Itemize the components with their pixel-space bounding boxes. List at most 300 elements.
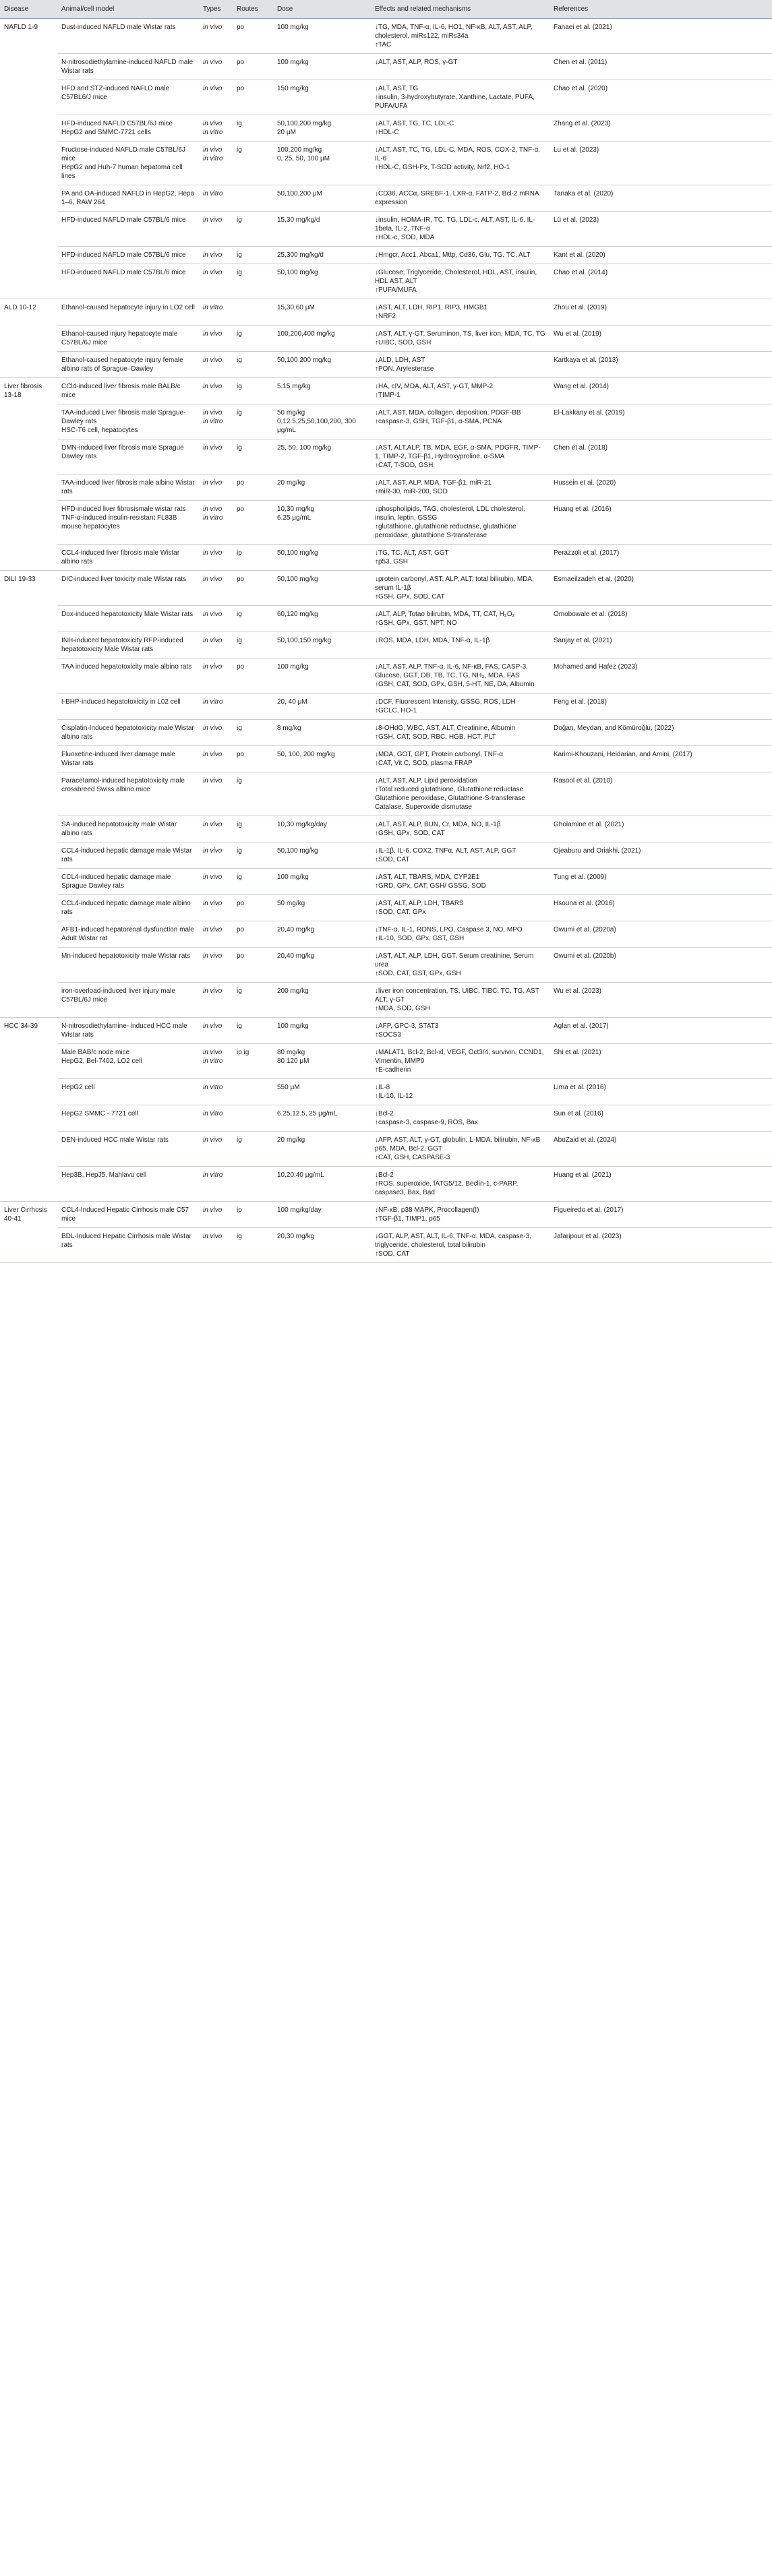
model-cell: Ethanol-caused hepatocyte injury in LO2 cell — [57, 299, 199, 326]
references-cell: Omobowale et al. (2018) — [550, 606, 772, 632]
model-cell: HFD-induced liver fibrosismale wistar rats TNF-α-induced insulin-resistant FL83B mouse hepatocytes — [57, 501, 199, 545]
effects-cell: ↓ALT, AST, TC, TG, LDL-C, MDA, ROS, COX-2, TNF-α, IL-6 ↑HDL-C, GSH-Px, T-SOD activity, Nrf2, HO-1 — [371, 142, 550, 185]
table-row — [0, 545, 772, 571]
effects-cell: ↓ROS, MDA, LDH, MDA, TNF-α, IL-1β — [371, 632, 550, 658]
effects-cell: ↓phospholipids, TAG, cholesterol, LDL cholesterol, insulin, leptin, GSSG ↑glutathione, glutathione reductase, glutathione peroxidase, glutathione S-transferase — [371, 501, 550, 545]
model-cell: Fructose-induced NAFLD male C57BL/6J mice HepG2 and Huh-7 human hepatoma cell lines — [57, 142, 199, 185]
references-cell: Tung et al. (2009) — [550, 869, 772, 895]
routes-cell: ig — [233, 842, 273, 869]
effects-cell: ↓AST, ALT, ALP, LDH, GGT, Serum creatinine, Serum urea ↑SOD, CAT, GST, GPx, GSH — [371, 948, 550, 983]
effects-cell: ↓AST, ALT, LDH, RIP1, RIP3, HMGB1 ↑NRF2 — [371, 299, 550, 326]
table-row — [0, 299, 772, 326]
types-cell: in vivo — [199, 474, 233, 501]
effects-cell: ↓ALT, AST, TG ↑insulin, 3-hydroxybutyrate, Xanthine, Lactate, PUFA, PUFA/UFA — [371, 80, 550, 115]
header-disease: Disease — [0, 0, 57, 19]
table-body — [0, 19, 772, 1263]
table-row — [0, 142, 772, 185]
dose-cell: 20 mg/kg — [273, 474, 371, 501]
routes-cell: po — [233, 501, 273, 545]
types-cell: in vivo — [199, 983, 233, 1018]
routes-cell: po — [233, 54, 273, 80]
model-cell: HepG2 cell — [57, 1079, 199, 1105]
model-cell: HFD-induced NAFLD male C57BL/6 mice — [57, 212, 199, 247]
dose-cell: 50 mg/kg 0,12.5,25,50,100,200, 300 μg/mL — [273, 404, 371, 439]
dose-cell: 8 mg/kg — [273, 720, 371, 746]
table-row — [0, 921, 772, 948]
dose-cell: 10,30 mg/kg/day — [273, 816, 371, 842]
routes-cell: ig — [233, 212, 273, 247]
dose-cell: 50 mg/kg — [273, 895, 371, 921]
model-cell: N-nitrosodiethylamine-induced NAFLD male Wistar rats — [57, 54, 199, 80]
model-cell: SA-induced hepatotoxicity male Wistar albino rats — [57, 816, 199, 842]
routes-cell: ig — [233, 264, 273, 299]
references-cell: Shi et al. (2021) — [550, 1044, 772, 1079]
effects-cell: ↓AST, ALT, TBARS, MDA, CYP2E1 ↑GRD, GPx, CAT, GSH/ GSSG, SOD — [371, 869, 550, 895]
effects-cell: ↓MALAT1, Bcl-2, Bcl-xl, VEGF, Oct3/4, survivin, CCND1, Vimentin, MMP9 ↑E-cadherin — [371, 1044, 550, 1079]
effects-cell: ↓Bcl-2 ↑ROS, superoxide, fATG5/12, Beclin-1, c-PARP, caspase3, Bax, Bad — [371, 1167, 550, 1202]
types-cell: in vivo — [199, 326, 233, 352]
references-cell: Mohamed and Hafez (2023) — [550, 658, 772, 694]
routes-cell: ig — [233, 404, 273, 439]
model-cell: Dust-induced NAFLD male Wistar rats — [57, 19, 199, 54]
dose-cell: 10,20,40 μg/mL — [273, 1167, 371, 1202]
table-row — [0, 54, 772, 80]
references-cell: Owumi et al. (2020b) — [550, 948, 772, 983]
table-row — [0, 895, 772, 921]
references-cell: Karimi-Khouzani, Heidarian, and Amini, (2017) — [550, 746, 772, 772]
effects-cell: ↓Hmgcr, Acc1, Abca1, Mttp, Cd36, Glu, TG, TC, ALT — [371, 247, 550, 264]
types-cell: in vivo — [199, 247, 233, 264]
dose-cell: 50, 100, 200 mg/kg — [273, 746, 371, 772]
effects-cell: ↓NF-κB, p38 MAPK, Procollagen(I) ↑TGF-β1, TIMP1, p65 — [371, 1202, 550, 1228]
table-row — [0, 658, 772, 694]
dose-cell: 25,300 mg/kg/d — [273, 247, 371, 264]
references-cell: Huang et al. (2021) — [550, 1167, 772, 1202]
model-cell: HFD-induced NAFLD C57BL/6J mice HepG2 and SMMC-7721 cells — [57, 115, 199, 142]
table-row — [0, 326, 772, 352]
routes-cell: po — [233, 571, 273, 606]
dose-cell: 60,120 mg/kg — [273, 606, 371, 632]
dose-cell: 5.15 mg/kg — [273, 378, 371, 404]
types-cell: in vivo — [199, 1228, 233, 1263]
header-animal-cell-model: Animal/cell model — [57, 0, 199, 19]
model-cell: CCL4-induced hepatic damage male albino rats — [57, 895, 199, 921]
routes-cell: po — [233, 895, 273, 921]
dose-cell: 20,40 mg/kg — [273, 948, 371, 983]
types-cell: in vivo — [199, 658, 233, 694]
references-cell: Kant et al. (2020) — [550, 247, 772, 264]
routes-cell: ig — [233, 606, 273, 632]
types-cell: in vivo — [199, 869, 233, 895]
table-row — [0, 746, 772, 772]
model-cell: CCL4-Induced Hepatic Cirrhosis male C57 mice — [57, 1202, 199, 1228]
table-row — [0, 772, 772, 816]
types-cell: in vivo — [199, 606, 233, 632]
table-row — [0, 816, 772, 842]
table-row — [0, 1079, 772, 1105]
effects-cell: ↓Bcl-2 ↑caspase-3, caspase-9, ROS, Bax — [371, 1105, 550, 1132]
dose-cell: 550 μM — [273, 1079, 371, 1105]
routes-cell: po — [233, 80, 273, 115]
model-cell: t-BHP-induced hepatotoxicity in L02 cell — [57, 694, 199, 720]
references-cell: Ojeaburu and Oriakhi, (2021) — [550, 842, 772, 869]
dose-cell: 20,30 mg/kg — [273, 1228, 371, 1263]
table-row — [0, 1167, 772, 1202]
references-cell: Chao et al. (2020) — [550, 80, 772, 115]
dose-cell: 20,40 mg/kg — [273, 921, 371, 948]
effects-cell: ↓IL-1β, IL-6, COX2, TNFα, ALT, AST, ALP, GGT ↑SOD, CAT — [371, 842, 550, 869]
table-row — [0, 869, 772, 895]
types-cell: in vivo — [199, 772, 233, 816]
model-cell: Male BAB/c node mice HepG2, Bel-7402, LO2 cell — [57, 1044, 199, 1079]
dose-cell: 80 mg/kg 80 120 μM — [273, 1044, 371, 1079]
routes-cell — [233, 299, 273, 326]
dose-cell: 50,100 mg/kg — [273, 842, 371, 869]
model-cell: INH-induced hepatotoxicity RFP-induced hepatotoxicity Male Wistar rats — [57, 632, 199, 658]
types-cell: in vivo — [199, 212, 233, 247]
routes-cell: ig — [233, 352, 273, 378]
data-table — [0, 0, 772, 1263]
routes-cell: po — [233, 474, 273, 501]
types-cell: in vivo — [199, 720, 233, 746]
effects-cell: ↓TG, MDA, TNF-α, IL-6, HO1, NF-κB, ALT, AST, ALP, cholesterol, miRs122, miRs34a ↑TAC — [371, 19, 550, 54]
effects-cell: ↓TG, TC, ALT, AST, GGT ↑p53, GSH — [371, 545, 550, 571]
effects-cell: ↓ALT, AST, TG, TC, LDL-C ↑HDL-C — [371, 115, 550, 142]
references-cell: Lü et al. (2023) — [550, 212, 772, 247]
table-row — [0, 1132, 772, 1167]
routes-cell: ig — [233, 816, 273, 842]
header-references: References — [550, 0, 772, 19]
references-cell: Tanaka et al. (2020) — [550, 185, 772, 212]
dose-cell: 100,200 mg/kg 0, 25, 50, 100 μM — [273, 142, 371, 185]
table-row — [0, 501, 772, 545]
dose-cell: 100 mg/kg — [273, 54, 371, 80]
model-cell: HFD-induced NAFLD male C57BL/6 mice — [57, 264, 199, 299]
model-cell: CCl4-induced liver fibrosis male BALB/c mice — [57, 378, 199, 404]
effects-cell: ↓ALD, LDH, AST ↑PON, Arylesterase — [371, 352, 550, 378]
model-cell: DEN-induced HCC male Wistar rats — [57, 1132, 199, 1167]
model-cell: CCL4-induced hepatic damage male Wistar rats — [57, 842, 199, 869]
routes-cell: po — [233, 658, 273, 694]
types-cell: in vivo — [199, 1132, 233, 1167]
types-cell: in vitro — [199, 185, 233, 212]
routes-cell: ig — [233, 1228, 273, 1263]
references-cell: Doğan, Meydan, and Kömüroğlu, (2022) — [550, 720, 772, 746]
dose-cell: 100 mg/kg — [273, 19, 371, 54]
header-types: Types — [199, 0, 233, 19]
references-cell: Jafaripour et al. (2023) — [550, 1228, 772, 1263]
table-row — [0, 247, 772, 264]
types-cell: in vivo — [199, 842, 233, 869]
routes-cell: ig — [233, 720, 273, 746]
routes-cell: po — [233, 948, 273, 983]
effects-cell: ↓TNF-α, IL-1, RONS, LPO, Caspase 3, NO, MPO ↑IL-10, SOD, GPx, GST, GSH — [371, 921, 550, 948]
references-cell: Chen et al. (2011) — [550, 54, 772, 80]
model-cell: DIC-induced liver toxicity male Wistar rats — [57, 571, 199, 606]
effects-cell: ↓protein carbonyl, AST, ALP, ALT, total bilirubin, MDA, serum IL-1β ↑GSH, GPx, SOD, CAT — [371, 571, 550, 606]
model-cell: Ethanol-caused hepatocyte injury female albino rats of Sprague–Dawley — [57, 352, 199, 378]
routes-cell: po — [233, 921, 273, 948]
dose-cell: 25, 50, 100 mg/kg — [273, 439, 371, 474]
table-row — [0, 439, 772, 474]
types-cell: in vivo — [199, 1018, 233, 1044]
types-cell: in vivo — [199, 378, 233, 404]
table-row — [0, 115, 772, 142]
types-cell: in vivo in vitro — [199, 404, 233, 439]
references-cell: Chao et al. (2014) — [550, 264, 772, 299]
effects-cell: ↓8-OHdG, WBC, AST, ALT, Creatinine, Albumin ↑GSH, CAT, SOD, RBC, HGB, HCT, PLT — [371, 720, 550, 746]
table-row — [0, 404, 772, 439]
types-cell: in vivo — [199, 921, 233, 948]
references-cell: El-Lakkany et al. (2019) — [550, 404, 772, 439]
routes-cell: ig — [233, 326, 273, 352]
dose-cell: 20 mg/kg — [273, 1132, 371, 1167]
table-row — [0, 606, 772, 632]
references-cell: Kartkaya et al. (2013) — [550, 352, 772, 378]
types-cell: in vitro — [199, 694, 233, 720]
types-cell: in vivo in vitro — [199, 1044, 233, 1079]
table-row — [0, 720, 772, 746]
routes-cell: ip ig — [233, 1044, 273, 1079]
table-row — [0, 694, 772, 720]
effects-cell: ↓CD36, ACCα, SREBF-1, LXR-α, FATP-2, Bcl-2 mRNA expression — [371, 185, 550, 212]
model-cell: Ethanol-caused injury hepatocyte male C57BL/6J mice — [57, 326, 199, 352]
model-cell: N-nitrosodiethylamine- induced HCC male Wistar rats — [57, 1018, 199, 1044]
table-row — [0, 842, 772, 869]
effects-cell: ↓ALT, AST, ALP, Lipid peroxidation ↑Total reduced glutathione, Glutathione reductase Glutathione peroxidase, Glutathione-S-transferase Catalase, Superoxide dismutase — [371, 772, 550, 816]
effects-cell: ↓AFP, AST, ALT, γ-GT, globulin, L-MDA, bilirubin, NF-κB p65, MDA, Bcl-2, GGT ↑CAT, GSH, CASPASE-3 — [371, 1132, 550, 1167]
routes-cell: po — [233, 19, 273, 54]
dose-cell: 100 mg/kg — [273, 869, 371, 895]
model-cell: Paracetamol-induced hepatotoxicity male crossbreed Swiss albino mice — [57, 772, 199, 816]
references-cell: Lu et al. (2023) — [550, 142, 772, 185]
model-cell: Fluoxetine-induced liver damage male Wistar rats — [57, 746, 199, 772]
routes-cell: ig — [233, 247, 273, 264]
table-row — [0, 474, 772, 501]
routes-cell: ig — [233, 1018, 273, 1044]
types-cell: in vivo — [199, 264, 233, 299]
dose-cell: 150 mg/kg — [273, 80, 371, 115]
effects-cell: ↓HA, cIV, MDA, ALT, AST, γ-GT, MMP-2 ↑TIMP-1 — [371, 378, 550, 404]
references-cell: Rasool et al. (2010) — [550, 772, 772, 816]
references-cell: Hsouna et al. (2016) — [550, 895, 772, 921]
types-cell: in vivo — [199, 571, 233, 606]
types-cell: in vivo — [199, 816, 233, 842]
disease-cell: Liver Cirrhosis 40-41 — [0, 1202, 57, 1263]
disease-cell: DILI 19-33 — [0, 571, 57, 1018]
effects-cell: ↓AST, ALT,ALP, TB, MDA, EGF, α-SMA, PDGFR, TIMP-1, TIMP-2, TGF-β1, Hydroxyproline, α-SMA ↑CAT, T-SOD, GSH — [371, 439, 550, 474]
dose-cell: 50,100 mg/kg — [273, 571, 371, 606]
model-cell: Mn-induced hepatotoxicity male Wistar rats — [57, 948, 199, 983]
model-cell: HFD-induced NAFLD male C57BL/6 mice — [57, 247, 199, 264]
model-cell: iron-overload-induced liver injury male C57BL/6J mice — [57, 983, 199, 1018]
dose-cell: 50,100,150 mg/kg — [273, 632, 371, 658]
types-cell: in vivo — [199, 746, 233, 772]
types-cell: in vivo — [199, 352, 233, 378]
types-cell: in vivo in vitro — [199, 115, 233, 142]
header-dose: Dose — [273, 0, 371, 19]
references-cell: Hussein et al. (2020) — [550, 474, 772, 501]
dose-cell: 50,100,200 mg/kg 20 μM — [273, 115, 371, 142]
routes-cell — [233, 694, 273, 720]
dose-cell: 50,100 mg/kg — [273, 264, 371, 299]
dose-cell: 15,30,60 μM — [273, 299, 371, 326]
effects-cell: ↓ALT, AST, ALP, BUN, Cr, MDA, NO, IL-1β ↑GSH, GPx, SOD, CAT — [371, 816, 550, 842]
types-cell: in vivo — [199, 545, 233, 571]
references-cell: AboZaid et al. (2024) — [550, 1132, 772, 1167]
table-row — [0, 264, 772, 299]
references-cell: Sun et al. (2016) — [550, 1105, 772, 1132]
model-cell: Hep3B, HepJ5, Mahlavu cell — [57, 1167, 199, 1202]
effects-cell: ↓AST, ALT, ALP, LDH, TBARS ↑SOD, CAT, GPx — [371, 895, 550, 921]
effects-cell: ↓Glucose, Triglyceride, Cholesterol, HDL, AST, insulin, HDL AST, ALT ↑PUFA/MUFA — [371, 264, 550, 299]
types-cell: in vivo — [199, 439, 233, 474]
dose-cell: 6.25,12.5, 25 μg/mL — [273, 1105, 371, 1132]
references-cell: Owumi et al. (2020a) — [550, 921, 772, 948]
effects-cell: ↓AFP, GPC-3, STAT3 ↑SOCS3 — [371, 1018, 550, 1044]
table-row — [0, 1018, 772, 1044]
effects-cell: ↓ALT, AST, ALP, ROS, γ-GT — [371, 54, 550, 80]
references-cell: Zhou et al. (2019) — [550, 299, 772, 326]
references-cell: Fanaei et al. (2021) — [550, 19, 772, 54]
routes-cell: ip — [233, 545, 273, 571]
model-cell: DMN-induced liver fibrosis male Sprague Dawley rats — [57, 439, 199, 474]
table-row — [0, 948, 772, 983]
table-row — [0, 352, 772, 378]
routes-cell: ig — [233, 632, 273, 658]
references-cell: Perazzoli et al. (2017) — [550, 545, 772, 571]
references-cell: Gholamine et al. (2021) — [550, 816, 772, 842]
dose-cell: 100 mg/kg — [273, 1018, 371, 1044]
dose-cell: 100,200,400 mg/kg — [273, 326, 371, 352]
types-cell: in vivo — [199, 632, 233, 658]
table-row — [0, 1105, 772, 1132]
routes-cell: ig — [233, 983, 273, 1018]
references-cell: Huang et al. (2016) — [550, 501, 772, 545]
disease-cell: NAFLD 1-9 — [0, 19, 57, 299]
types-cell: in vitro — [199, 299, 233, 326]
types-cell: in vitro — [199, 1079, 233, 1105]
header-routes: Routes — [233, 0, 273, 19]
types-cell: in vivo — [199, 54, 233, 80]
routes-cell — [233, 1167, 273, 1202]
header-effects: Effects and related mechanisms — [371, 0, 550, 19]
references-cell: Sanjay et al. (2021) — [550, 632, 772, 658]
table-row — [0, 19, 772, 54]
references-cell: Esmaeilzadeh et al. (2020) — [550, 571, 772, 606]
references-cell: Wu et al. (2023) — [550, 983, 772, 1018]
effects-cell: ↓GGT, ALP, AST, ALT, IL-6, TNF-α, MDA, caspase-3, triglyceride, cholesterol, total bilirubin ↑SOD, CAT — [371, 1228, 550, 1263]
references-cell: Wang et al. (2014) — [550, 378, 772, 404]
model-cell: CCL4-induced liver fibrosis male Wistar albino rats — [57, 545, 199, 571]
references-cell: Figueiredo et al. (2017) — [550, 1202, 772, 1228]
effects-cell: ↓insulin, HOMA-IR, TC, TG, LDL-c, ALT, AST, IL-6, IL-1beta, IL-2, TNF-α ↑HDL-c, SOD, MDA — [371, 212, 550, 247]
model-cell: AFB1-induced hepatorenal dysfunction male Adult Wistar rat — [57, 921, 199, 948]
dose-cell: 100 mg/kg — [273, 658, 371, 694]
routes-cell — [233, 1079, 273, 1105]
table-row — [0, 983, 772, 1018]
model-cell: HepG2 SMMC - 7721 cell — [57, 1105, 199, 1132]
types-cell: in vitro — [199, 1167, 233, 1202]
table-row — [0, 185, 772, 212]
disease-cell: ALD 10-12 — [0, 299, 57, 378]
disease-cell: HCC 34-39 — [0, 1018, 57, 1202]
model-cell: Cisplatin-Induced hepatotoxicity male Wistar albino rats — [57, 720, 199, 746]
routes-cell: ig — [233, 439, 273, 474]
model-cell: BDL-Induced Hepatic Cirrhosis male Wistar rats — [57, 1228, 199, 1263]
disease-cell: Liver fibrosis 13-18 — [0, 378, 57, 571]
table-row — [0, 80, 772, 115]
types-cell: in vivo — [199, 1202, 233, 1228]
routes-cell: ig — [233, 142, 273, 185]
references-cell: Feng et al. (2018) — [550, 694, 772, 720]
routes-cell: ig — [233, 1132, 273, 1167]
table-row — [0, 632, 772, 658]
routes-cell — [233, 185, 273, 212]
references-cell: Wu et al. (2019) — [550, 326, 772, 352]
model-cell: CCL4-induced hepatic damage male Sprague Dawley rats — [57, 869, 199, 895]
types-cell: in vivo — [199, 895, 233, 921]
effects-cell: ↓AST, ALT, γ-GT, Seruminon, TS, liver iron, MDA, TC, TG ↑UIBC, SOD, GSH — [371, 326, 550, 352]
types-cell: in vivo in vitro — [199, 501, 233, 545]
effects-cell: ↓liver iron concentration, TS, UIBC, TIBC, TC, TG, AST ALT, γ-GT ↑MDA, SOD, GSH — [371, 983, 550, 1018]
dose-cell: 50,100 200 mg/kg — [273, 352, 371, 378]
effects-cell: ↓ALT, AST, ALP, TNF-α, IL-6, NF-κB, FAS, CASP-3, Glucose, GGT, DB, TB, TC, TG, NH₃, MDA, FAS ↑GSH, CAT, SOD, GPx, GSH, 5-HT, NE, DA, Albumin — [371, 658, 550, 694]
model-cell: Dox-induced hepatotoxicity Male Wistar rats — [57, 606, 199, 632]
references-cell: Lima et al. (2016) — [550, 1079, 772, 1105]
table-row — [0, 571, 772, 606]
dose-cell: 200 mg/kg — [273, 983, 371, 1018]
model-cell: TAA induced hepatotoxicity male albino rats — [57, 658, 199, 694]
effects-cell: ↓MDA, GOT, GPT, Protein carbonyl, TNF-α ↑CAT, Vit C, SOD, plasma FRAP — [371, 746, 550, 772]
references-cell: Aglan et al. (2017) — [550, 1018, 772, 1044]
routes-cell: ig — [233, 772, 273, 816]
table-row — [0, 1044, 772, 1079]
routes-cell: ig — [233, 869, 273, 895]
table-row — [0, 1202, 772, 1228]
model-cell: TAA-induced Liver fibrosis male Sprague-Dawley rats HSC-T6 cell, hepatocytes — [57, 404, 199, 439]
header-row — [0, 0, 772, 19]
table-row — [0, 212, 772, 247]
routes-cell: po — [233, 746, 273, 772]
table-row — [0, 378, 772, 404]
routes-cell — [233, 1105, 273, 1132]
effects-cell: ↓DCF, Fluorescent Intensity, GSSG, ROS, LDH ↑GCLC, HO-1 — [371, 694, 550, 720]
effects-cell: ↓IL-8 ↑IL-10, IL-12 — [371, 1079, 550, 1105]
dose-cell: 20, 40 μM — [273, 694, 371, 720]
dose-cell: 100 mg/kg/day — [273, 1202, 371, 1228]
types-cell: in vivo in vitro — [199, 142, 233, 185]
routes-cell: ig — [233, 378, 273, 404]
dose-cell: 10,30 mg/kg 6.25 μg/mL — [273, 501, 371, 545]
dose-cell: 15,30 mg/kg/d — [273, 212, 371, 247]
dose-cell: 50,100,200 μM — [273, 185, 371, 212]
table-row — [0, 1228, 772, 1263]
model-cell: TAA-induced liver fibrosis male albino Wistar rats — [57, 474, 199, 501]
routes-cell: ip — [233, 1202, 273, 1228]
types-cell: in vivo — [199, 19, 233, 54]
types-cell: in vivo — [199, 80, 233, 115]
references-cell: Zhang et al. (2023) — [550, 115, 772, 142]
effects-cell: ↓ALT, AST, MDA, collagen, deposition, PDGF-BB ↑caspase-3, GSH, TGF-β1, α-SMA, PCNA — [371, 404, 550, 439]
effects-cell: ↓ALT, AST, ALP, MDA, TGF-β1, miR-21 ↑miR-30, miR-200, SOD — [371, 474, 550, 501]
references-cell: Chen et al. (2018) — [550, 439, 772, 474]
effects-cell: ↓ALT, ALP, Totao bilirubin, MDA, TT, CAT, H₂O₂ ↑GSH, GPx, GST, NPT, NO — [371, 606, 550, 632]
model-cell: PA and OA-induced NAFLD in HepG2, Hepa 1–6, RAW 264 — [57, 185, 199, 212]
routes-cell: ig — [233, 115, 273, 142]
model-cell: HFD and STZ-induced NAFLD male C57BL6/J mice — [57, 80, 199, 115]
types-cell: in vivo — [199, 948, 233, 983]
